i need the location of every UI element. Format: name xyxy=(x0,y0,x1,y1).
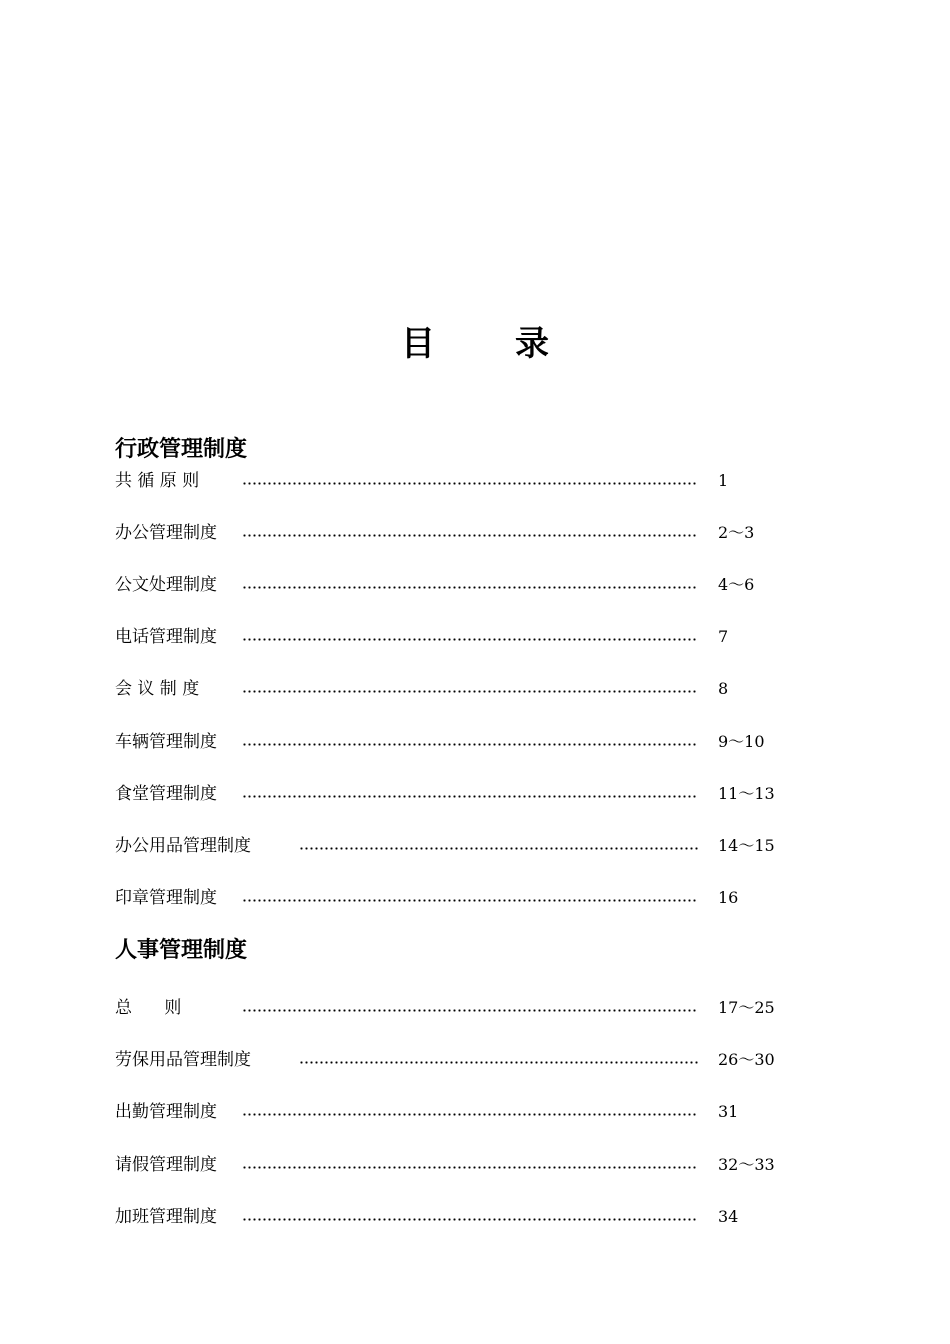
toc-entry-label: 共 循 原 则 xyxy=(115,471,200,491)
dot-leader xyxy=(242,1218,698,1221)
toc-entry-pages: 26～30 xyxy=(718,1050,775,1069)
toc-entry-label: 印章管理制度 xyxy=(115,888,217,908)
toc-entry[interactable] xyxy=(0,1100,950,1124)
toc-entry-label: 会 议 制 度 xyxy=(115,679,200,699)
toc-entry[interactable] xyxy=(0,625,950,649)
toc-entry[interactable] xyxy=(0,573,950,597)
toc-entry[interactable] xyxy=(0,469,950,493)
toc-entry[interactable] xyxy=(0,782,950,806)
toc-entry-label: 总 则 xyxy=(115,998,182,1018)
toc-entry-pages: 34 xyxy=(718,1207,739,1226)
toc-entry-label: 请假管理制度 xyxy=(115,1155,217,1175)
dot-leader xyxy=(242,482,698,485)
dot-leader xyxy=(242,1113,698,1116)
dot-leader xyxy=(242,638,698,641)
toc-entry-label: 电话管理制度 xyxy=(115,627,217,647)
dot-leader xyxy=(242,690,698,693)
toc-entry-pages: 1 xyxy=(718,471,729,490)
toc-entry-pages: 2～3 xyxy=(718,523,755,542)
dot-leader xyxy=(242,1009,698,1012)
toc-entry-pages: 7 xyxy=(718,627,729,646)
dot-leader xyxy=(299,847,698,850)
toc-entry-label: 车辆管理制度 xyxy=(115,732,217,752)
toc-entry-pages: 31 xyxy=(718,1102,739,1121)
dot-leader xyxy=(242,743,698,746)
toc-entry-label: 办公管理制度 xyxy=(115,523,217,543)
toc-entry[interactable] xyxy=(0,834,950,858)
toc-entry-pages: 11～13 xyxy=(718,784,775,803)
toc-entry[interactable] xyxy=(0,1153,950,1177)
dot-leader xyxy=(242,1166,698,1169)
toc-entry-label: 出勤管理制度 xyxy=(115,1102,217,1122)
toc-entry[interactable] xyxy=(0,886,950,910)
toc-entry[interactable] xyxy=(0,730,950,754)
toc-title-char: 录 xyxy=(515,324,549,364)
dot-leader xyxy=(242,534,698,537)
toc-entry[interactable] xyxy=(0,1048,950,1072)
section-heading-admin: 行政管理制度 xyxy=(115,437,248,462)
toc-entry-pages: 32～33 xyxy=(718,1155,775,1174)
toc-entry-label: 加班管理制度 xyxy=(115,1207,217,1227)
toc-entry-label: 食堂管理制度 xyxy=(115,784,217,804)
toc-entry[interactable] xyxy=(0,996,950,1020)
toc-entry-pages: 16 xyxy=(718,888,739,907)
toc-entry[interactable] xyxy=(0,1205,950,1229)
toc-title xyxy=(0,322,950,366)
toc-entry-label: 公文处理制度 xyxy=(115,575,217,595)
toc-entry-label: 劳保用品管理制度 xyxy=(115,1050,251,1070)
toc-entry-pages: 14～15 xyxy=(718,836,775,855)
toc-entry-pages: 17～25 xyxy=(718,998,775,1017)
toc-entry[interactable] xyxy=(0,677,950,701)
dot-leader xyxy=(299,1061,698,1064)
toc-entry[interactable] xyxy=(0,521,950,545)
toc-title-char: 目 xyxy=(401,324,435,364)
toc-entry-pages: 9～10 xyxy=(718,732,765,751)
toc-entry-pages: 8 xyxy=(718,679,729,698)
dot-leader xyxy=(242,899,698,902)
dot-leader xyxy=(242,586,698,589)
toc-entry-pages: 4～6 xyxy=(718,575,755,594)
toc-entry-label: 办公用品管理制度 xyxy=(115,836,251,856)
section-heading-hr: 人事管理制度 xyxy=(115,938,248,963)
dot-leader xyxy=(242,795,698,798)
